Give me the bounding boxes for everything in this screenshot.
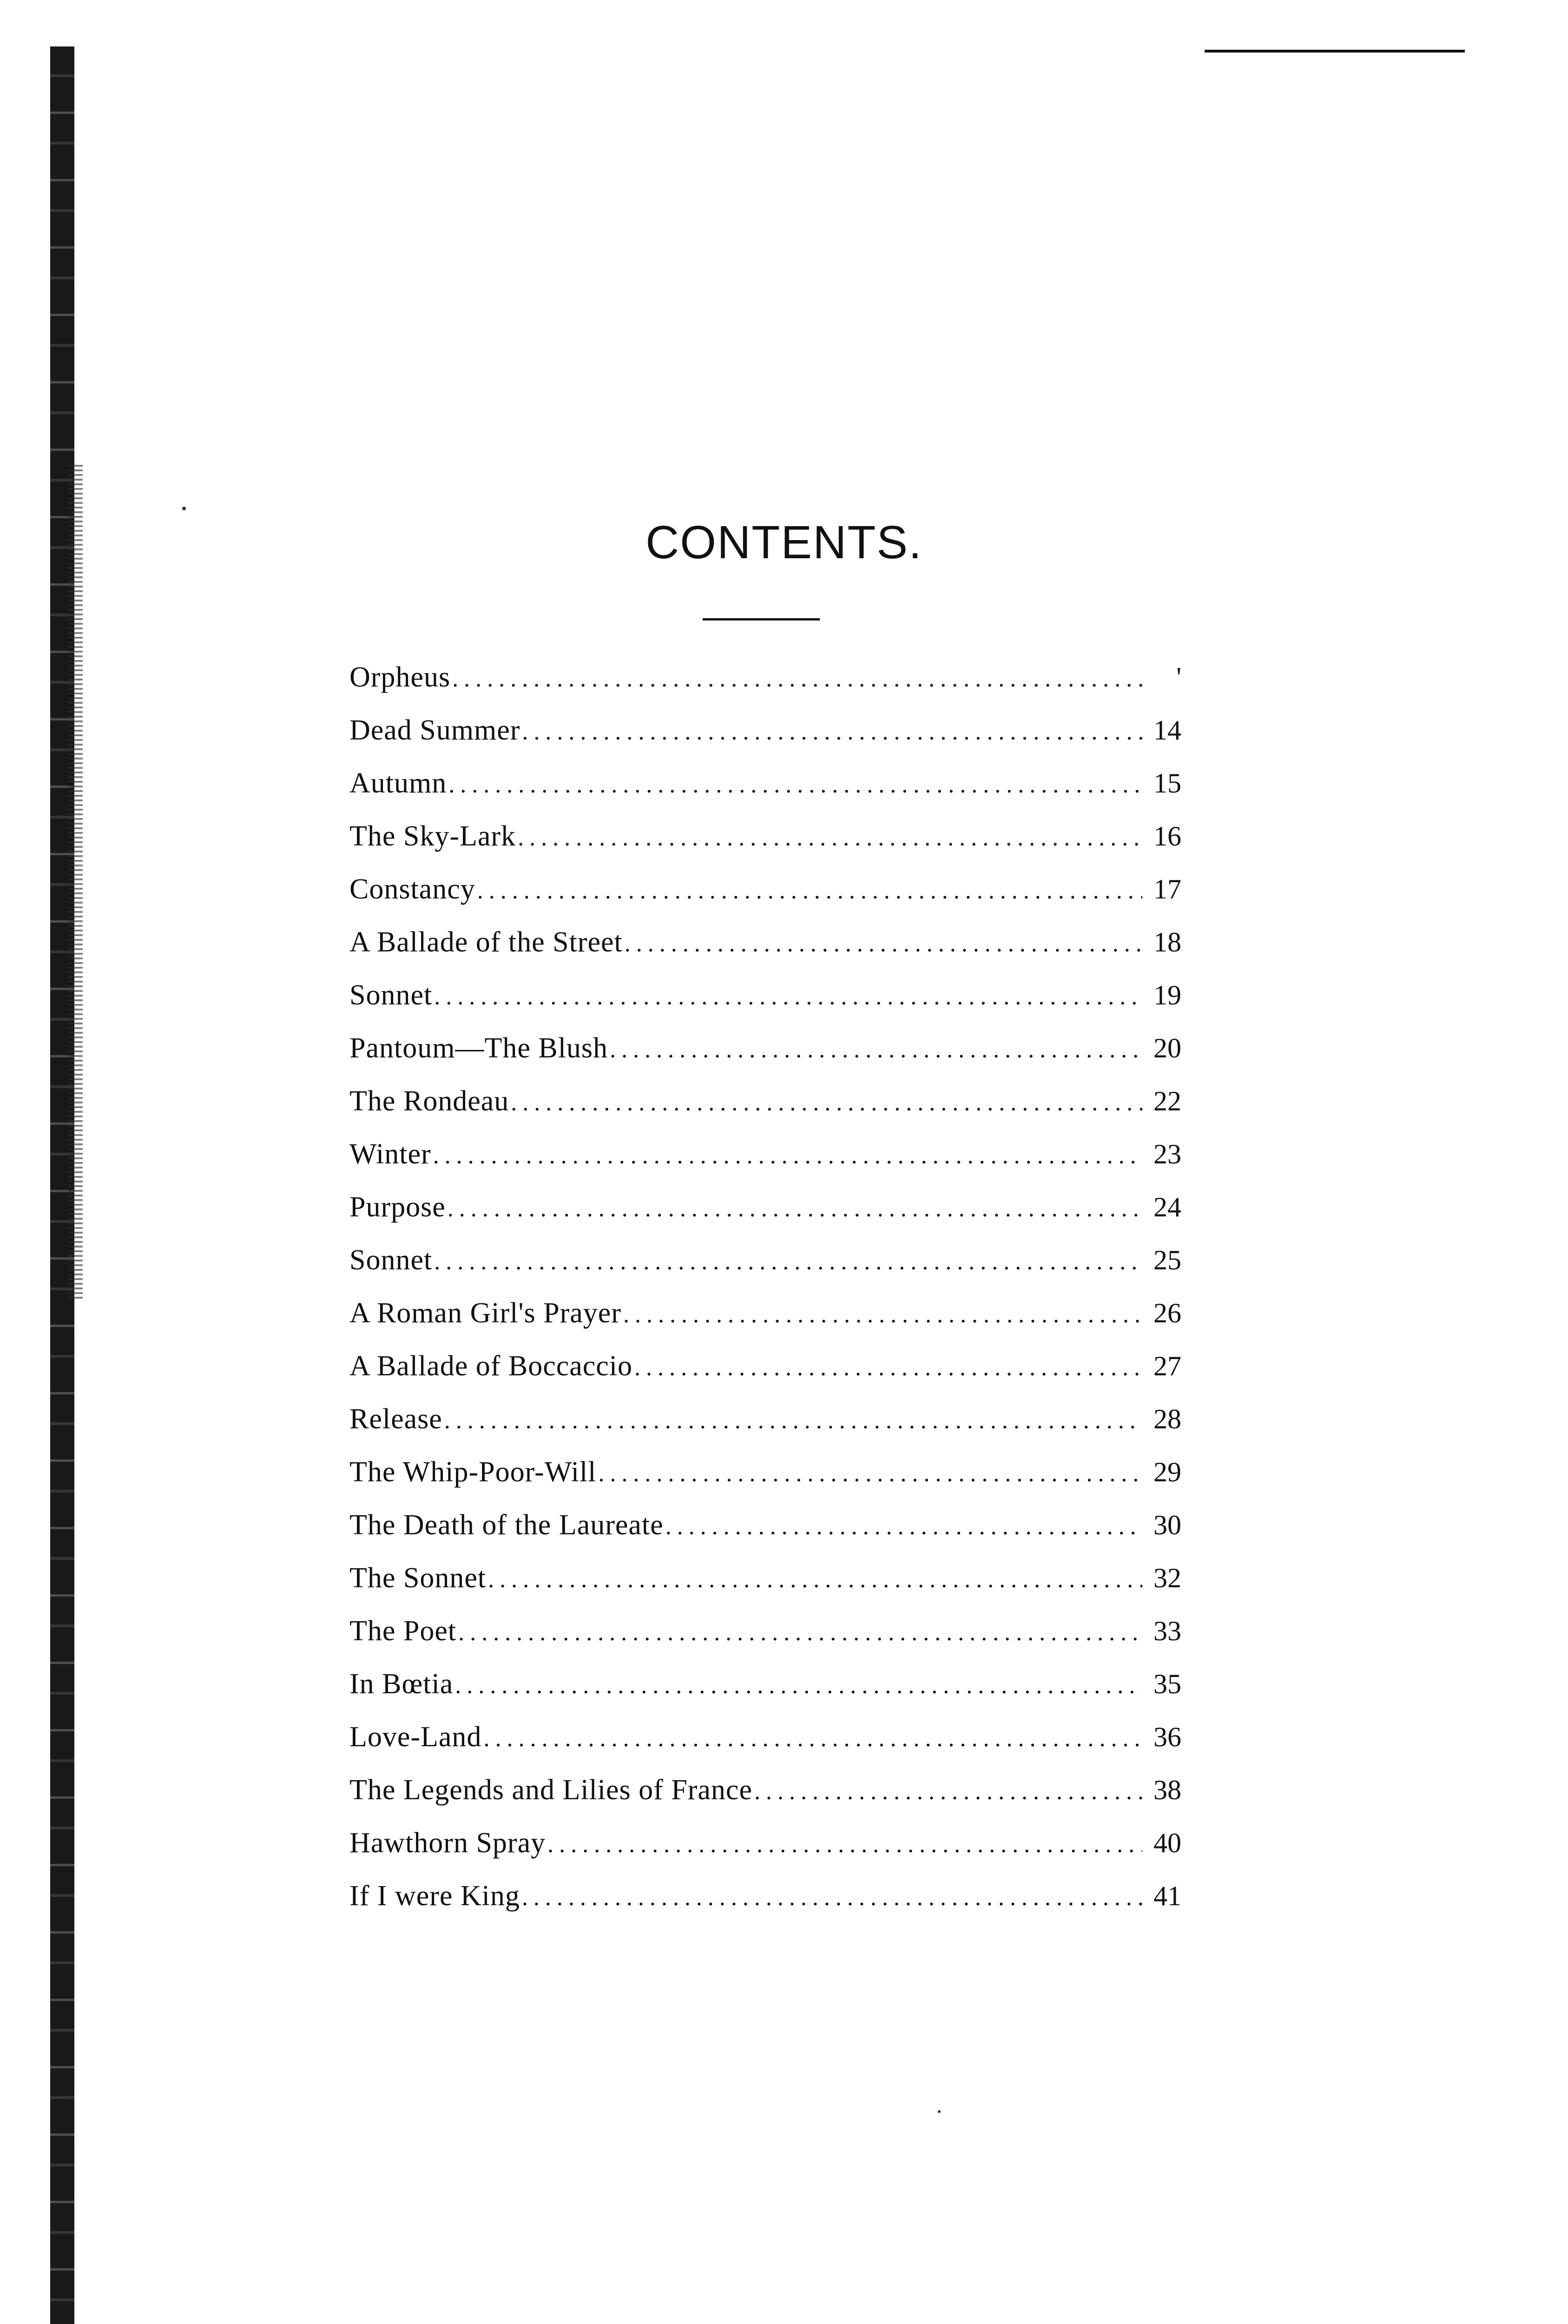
toc-dot-leader: [610, 1023, 1142, 1076]
toc-entry-page: 20: [1153, 1033, 1181, 1063]
toc-dot-leader: [488, 1553, 1142, 1606]
toc-entry-page: 27: [1153, 1351, 1181, 1381]
toc-dot-leader: [448, 1182, 1142, 1235]
toc-entry-page: 19: [1153, 980, 1181, 1010]
toc-dot-leader: [444, 1394, 1142, 1447]
toc-dot-leader: [547, 1818, 1142, 1871]
toc-entry-title: Hawthorn Spray: [349, 1827, 546, 1859]
toc-dot-leader: [754, 1765, 1142, 1818]
toc-entry-title: The Legends and Lilies of France: [349, 1774, 752, 1806]
toc-entry: [349, 757, 1181, 810]
toc-entry: [349, 1710, 1181, 1763]
toc-entry: [349, 1816, 1181, 1869]
toc-entry-title: Constancy: [349, 873, 475, 905]
page-title: CONTENTS.: [646, 516, 922, 568]
toc-entry: [349, 1022, 1181, 1075]
toc-entry: [349, 1552, 1181, 1604]
toc-entry-title: The Whip-Poor-Will: [349, 1456, 597, 1488]
toc-entry-title: If I were King: [349, 1880, 520, 1912]
toc-entry: [349, 1393, 1181, 1446]
toc-dot-leader: [665, 1500, 1142, 1553]
toc-entry-title: Winter: [349, 1138, 431, 1170]
toc-entry-page: 26: [1153, 1298, 1181, 1328]
scan-speck: [938, 2110, 941, 2113]
toc-entry: [349, 1181, 1181, 1234]
toc-entry-page: 33: [1153, 1616, 1181, 1646]
toc-entry-page: 24: [1153, 1192, 1181, 1222]
toc-entry-title: The Sonnet: [349, 1562, 487, 1594]
toc-entry: [349, 1075, 1181, 1128]
toc-dot-leader: [518, 812, 1142, 865]
toc-entry: [349, 1446, 1181, 1499]
toc-entry: [349, 916, 1181, 969]
toc-dot-leader: [433, 1129, 1142, 1182]
toc-entry-title: A Roman Girl's Prayer: [349, 1297, 621, 1329]
toc-dot-leader: [458, 1606, 1142, 1659]
toc-entry: [349, 651, 1181, 704]
toc-entry-page: 30: [1153, 1510, 1181, 1540]
toc-entry: [349, 704, 1181, 757]
toc-entry-title: Autumn: [349, 767, 447, 799]
toc-dot-leader: [455, 1659, 1142, 1712]
toc-entry: [349, 1763, 1181, 1816]
toc-entry-page: 25: [1153, 1245, 1181, 1275]
toc-entry-page: 40: [1153, 1828, 1181, 1858]
toc-entry-title: Sonnet: [349, 979, 433, 1011]
toc-entry-page: 35: [1153, 1669, 1181, 1699]
toc-entry-page: 22: [1153, 1086, 1181, 1116]
toc-entry: [349, 1234, 1181, 1287]
toc-dot-leader: [477, 865, 1142, 918]
toc-entry-title: A Ballade of the Street: [349, 926, 623, 958]
toc-entry: [349, 1604, 1181, 1657]
toc-entry-title: Dead Summer: [349, 714, 520, 746]
toc-entry: [349, 1499, 1181, 1552]
toc-dot-leader: [434, 1235, 1142, 1288]
toc-dot-leader: [522, 706, 1142, 759]
toc-entry-title: A Ballade of Boccaccio: [349, 1350, 633, 1382]
toc-dot-leader: [522, 1871, 1142, 1924]
toc-entry-title: In Bœtia: [349, 1668, 454, 1700]
toc-dot-leader: [634, 1341, 1142, 1394]
toc-entry: [349, 1869, 1181, 1922]
toc-dot-leader: [452, 653, 1142, 706]
toc-entry: [349, 1287, 1181, 1340]
toc-entry-title: The Sky-Lark: [349, 820, 516, 852]
toc-entry-title: The Poet: [349, 1615, 457, 1647]
toc-entry-title: Orpheus: [349, 661, 451, 693]
toc-dot-leader: [623, 1288, 1142, 1341]
toc-dot-leader: [434, 971, 1142, 1023]
table-of-contents: [349, 651, 1181, 1922]
toc-entry-page: 28: [1153, 1404, 1181, 1434]
toc-entry: [349, 863, 1181, 916]
scan-speck: [182, 507, 186, 510]
toc-entry: [349, 1340, 1181, 1393]
toc-entry-page: 16: [1153, 821, 1181, 852]
title-divider: [703, 618, 820, 621]
toc-entry: [349, 969, 1181, 1022]
toc-entry-page: 41: [1153, 1881, 1181, 1911]
toc-entry-page: 23: [1153, 1139, 1181, 1169]
toc-entry-page: 36: [1153, 1722, 1181, 1752]
binding-edge: [50, 46, 74, 2324]
toc-entry-page: 38: [1153, 1775, 1181, 1805]
toc-entry-page: ': [1176, 662, 1181, 693]
toc-entry-title: The Rondeau: [349, 1085, 509, 1117]
toc-entry-title: Release: [349, 1403, 442, 1435]
toc-dot-leader: [598, 1447, 1142, 1500]
toc-entry-title: Pantoum—The Blush: [349, 1032, 608, 1064]
toc-entry-page: 32: [1153, 1563, 1181, 1593]
toc-dot-leader: [625, 918, 1142, 971]
toc-entry-page: 14: [1153, 715, 1181, 746]
toc-entry-title: Purpose: [349, 1191, 446, 1223]
toc-entry-title: The Death of the Laureate: [349, 1509, 664, 1541]
toc-dot-leader: [483, 1712, 1142, 1765]
toc-entry: [349, 1657, 1181, 1710]
toc-entry-page: 29: [1153, 1457, 1181, 1487]
toc-entry: [349, 810, 1181, 863]
toc-entry-title: Love-Land: [349, 1721, 482, 1753]
toc-entry-page: 17: [1153, 874, 1181, 905]
toc-dot-leader: [511, 1076, 1142, 1129]
top-rule: [1205, 50, 1465, 53]
toc-entry-page: 18: [1153, 927, 1181, 957]
toc-entry: [349, 1128, 1181, 1181]
toc-entry-title: Sonnet: [349, 1244, 433, 1276]
toc-dot-leader: [448, 759, 1142, 812]
toc-entry-page: 15: [1153, 768, 1181, 799]
